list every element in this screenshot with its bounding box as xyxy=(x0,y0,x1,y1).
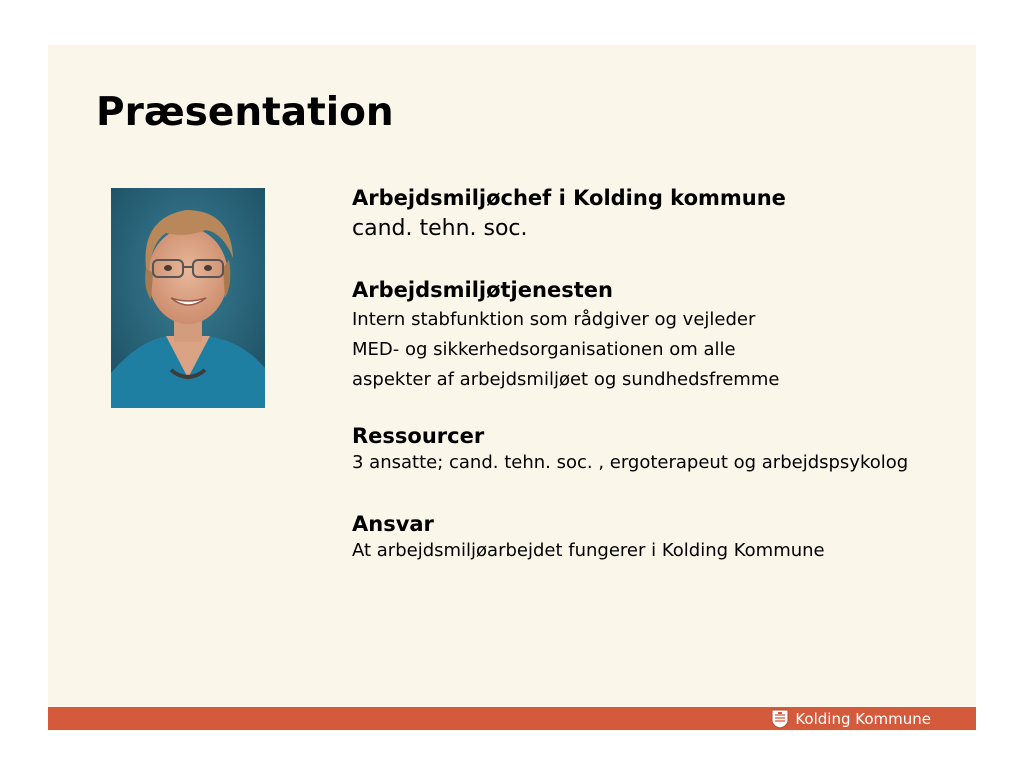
section1-heading: Arbejdsmiljøchef i Kolding kommune xyxy=(352,186,786,210)
section1-subtitle: cand. tehn. soc. xyxy=(352,216,528,241)
section2-line: MED- og sikkerhedsorganisationen om alle xyxy=(352,339,736,360)
coat-of-arms-icon xyxy=(771,709,789,729)
section4-text: At arbejdsmiljøarbejdet fungerer i Kolding Kommune xyxy=(352,540,825,561)
section2-line: Intern stabfunktion som rådgiver og vejleder xyxy=(352,309,756,330)
portrait-photo xyxy=(111,188,265,408)
section2-line: aspekter af arbejdsmiljøet og sundhedsfremme xyxy=(352,369,780,390)
footer-bar xyxy=(48,707,976,730)
portrait-image xyxy=(111,188,265,408)
section2-heading: Arbejdsmiljøtjenesten xyxy=(352,278,613,302)
slide xyxy=(48,45,976,731)
section4-heading: Ansvar xyxy=(352,512,434,536)
section3-text: 3 ansatte; cand. tehn. soc. , ergoterapeut og arbejdspsykolog xyxy=(352,452,909,473)
section3-heading: Ressourcer xyxy=(352,424,485,448)
slide-title: Præsentation xyxy=(96,90,394,135)
footer-logo[interactable] xyxy=(771,707,931,730)
footer-brand-label: Kolding Kommune xyxy=(795,709,931,728)
content-column xyxy=(352,183,952,563)
